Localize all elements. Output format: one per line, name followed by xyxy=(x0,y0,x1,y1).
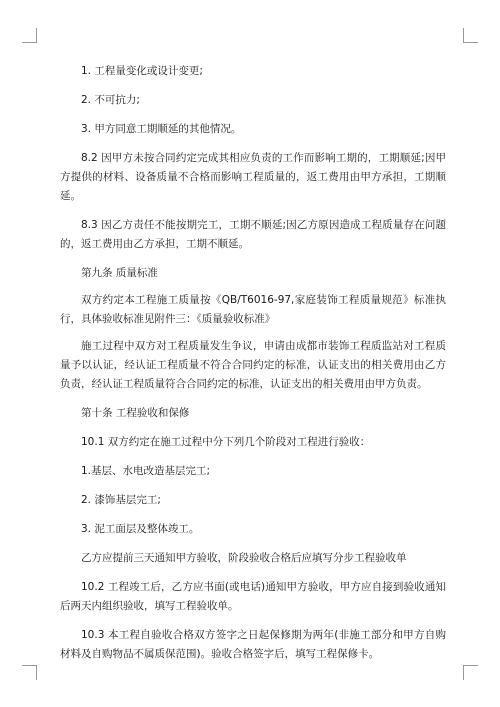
crop-mark-bottom-left xyxy=(22,665,37,680)
quality-standard-paragraph: 双方约定本工程施工质量按《QB/T6016-97,家庭装饰工程质量规范》标准执行，具体验收标准见附件三：《质量验收标准》 xyxy=(60,294,446,325)
clause-10-3: 10.3 本工程自验收合格双方签字之日起保修期为两年(非施工部分和甲方自购材料及自购物品不属质保范围)。验收合格签字后，填写工程保修卡。 xyxy=(60,629,446,660)
list-item-2: 2. 不可抗力; xyxy=(81,94,140,106)
crop-mark-top-left xyxy=(22,28,37,43)
list-item-1: 1. 工程量变化或设计变更; xyxy=(81,65,203,77)
notice-paragraph: 乙方应提前三天通知甲方验收，阶段验收合格后应填写分步工程验收单 xyxy=(81,552,407,564)
crop-mark-top-right xyxy=(463,28,478,43)
clause-8-2: 8.2 因甲方未按合同约定完成其相应负责的工作而影响工期的，工期顺延;因甲方提供的材料、设备质量不合格而影响工程质量的，返工费用由甲方承担，工期顺延。 xyxy=(60,152,446,202)
section-heading-9: 第九条 质量标准 xyxy=(81,267,158,279)
stage-item-2: 2. 漆饰基层完工; xyxy=(81,494,161,506)
dispute-paragraph: 施工过程中双方对工程质量发生争议，申请由成都市装饰工程质监站对工程质量予以认证，经认证工程质量不符合合同约定的标准，认证支出的相关费用由乙方负责，经认证工程质量符合合同约定的标准，认证支出的相关费用由甲方负责。 xyxy=(60,340,446,390)
stage-item-1: 1.基层、水电改造基层完工; xyxy=(81,465,211,477)
crop-mark-bottom-right xyxy=(463,665,478,680)
stage-item-3: 3. 泥工面层及整体竣工。 xyxy=(81,523,200,535)
clause-10-1: 10.1 双方约定在施工过程中分下列几个阶段对工程进行验收： xyxy=(81,436,371,448)
document-body xyxy=(60,62,446,674)
section-heading-10: 第十条 工程验收和保修 xyxy=(81,407,190,419)
list-item-3: 3. 甲方同意工期顺延的其他情况。 xyxy=(81,123,242,135)
clause-8-3: 8.3 因乙方责任不能按期完工，工期不顺延;因乙方原因造成工程质量存在问题的，返工费用由乙方承担，工期不顺延。 xyxy=(60,219,446,250)
clause-10-2: 10.2 工程竣工后，乙方应书面(或电话)通知甲方验收，甲方应自接到验收通知后两天内组织验收，填写工程验收单。 xyxy=(60,581,446,612)
